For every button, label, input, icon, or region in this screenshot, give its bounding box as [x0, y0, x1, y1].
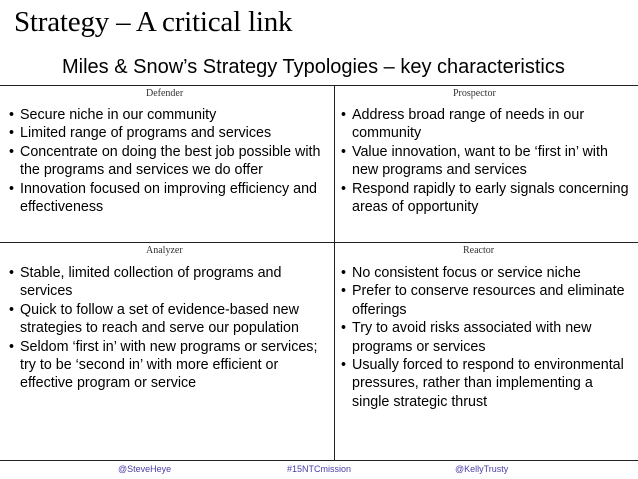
- slide-subtitle: Miles & Snow’s Strategy Typologies – key characteristics: [62, 56, 565, 78]
- analyzer-heading: Analyzer: [146, 245, 183, 256]
- list-item: • Quick to follow a set of evidence-based new strategies to reach and serve our population: [9, 301, 319, 338]
- list-item: • Respond rapidly to early signals concerning areas of opportunity: [341, 180, 631, 217]
- list-item: • Prefer to conserve resources and eliminate offerings: [341, 282, 631, 319]
- reactor-bullets: [341, 264, 631, 411]
- reactor-cell: [335, 243, 638, 462]
- prospector-heading: Prospector: [453, 88, 496, 99]
- list-item: • Address broad range of needs in our community: [341, 106, 631, 143]
- footer-right-handle: @KellyTrusty: [455, 464, 509, 474]
- list-item: • Limited range of programs and services: [9, 124, 333, 142]
- prospector-bullets: [341, 106, 631, 216]
- defender-bullets: [9, 106, 333, 216]
- analyzer-cell: [0, 243, 334, 462]
- list-item: • Stable, limited collection of programs and services: [9, 264, 319, 301]
- footer-left-handle: @SteveHeye: [118, 464, 172, 474]
- defender-heading: Defender: [146, 88, 184, 99]
- list-item: • Usually forced to respond to environmental pressures, rather than implementing a single strategic thrust: [341, 356, 631, 411]
- list-item: • No consistent focus or service niche: [341, 264, 631, 282]
- list-item: • Concentrate on doing the best job possible with the programs and services we do offer: [9, 143, 333, 180]
- typology-grid: [0, 85, 638, 461]
- analyzer-bullets: [9, 264, 319, 393]
- list-item: • Innovation focused on improving efficiency and effectiveness: [9, 180, 333, 217]
- footer-hashtag: #15NTCmission: [287, 464, 352, 474]
- list-item: • Seldom ‘first in’ with new programs or services; try to be ‘second in’ with more efficient or effective program or service: [9, 338, 319, 393]
- list-item: • Try to avoid risks associated with new programs or services: [341, 319, 631, 356]
- defender-cell: [0, 86, 334, 242]
- prospector-cell: [335, 86, 638, 242]
- reactor-heading: Reactor: [463, 245, 495, 256]
- list-item: • Value innovation, want to be ‘first in’ with new programs and services: [341, 143, 631, 180]
- slide-title: Strategy – A critical link: [14, 6, 293, 38]
- list-item: • Secure niche in our community: [9, 106, 333, 124]
